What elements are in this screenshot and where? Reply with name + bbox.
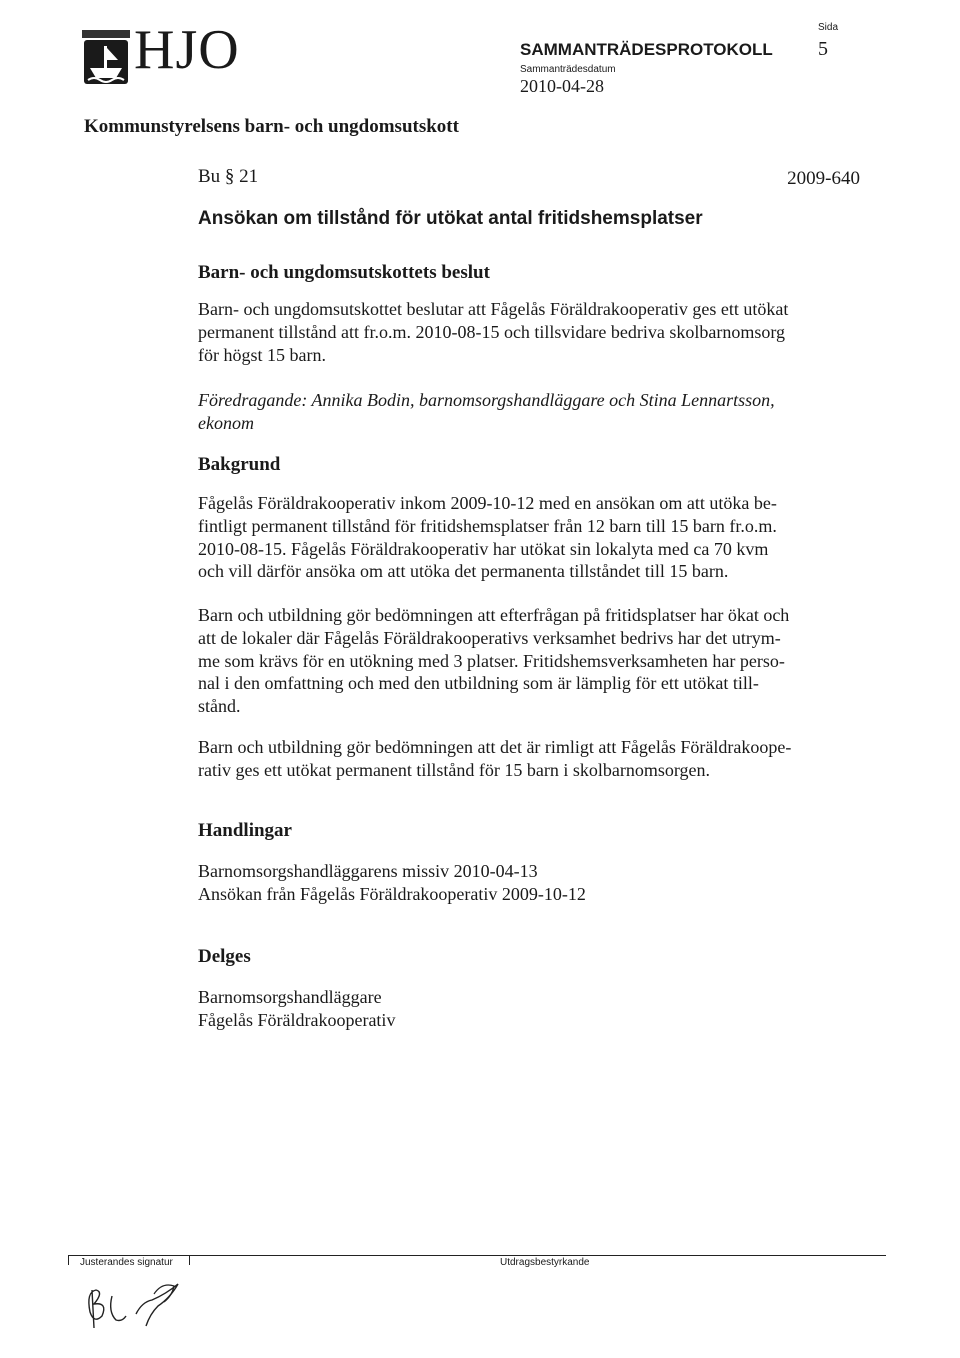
footer-divider (68, 1255, 886, 1256)
documents-list (198, 860, 848, 906)
text-line: stånd. (198, 696, 241, 717)
text-line: 2010-08-15. Fågelås Föräldrakooperativ har utökat sin lokalyta med ca 70 kvm (198, 538, 769, 559)
text-line: att de lokaler där Fågelås Föräldrakooperativs verksamhet bedrivs har det utrym- (198, 627, 781, 648)
recipients-heading: Delges (198, 946, 251, 967)
assessment-paragraph (198, 604, 848, 718)
presenters-note (198, 389, 848, 435)
committee-name: Kommunstyrelsens barn- och ungdomsutskott (84, 116, 459, 137)
recipients-list (198, 986, 848, 1032)
text-line: och vill därför ansöka om att utöka det permanenta tillståndet till 15 barn. (198, 561, 729, 582)
text-line: Barn och utbildning gör bedömningen att det är rimligt att Fågelås Föräldrakoope- (198, 737, 792, 757)
documents-heading: Handlingar (198, 820, 292, 841)
text-line: rativ ges ett utökat permanent tillstånd för 15 barn i skolbarnomsorgen. (198, 759, 711, 780)
background-heading: Bakgrund (198, 454, 281, 475)
handwritten-signature (82, 1272, 192, 1332)
text-line: nal i den omfattning och med den utbildning som är lämplig för ett utökat till- (198, 673, 759, 694)
logo-text: HJO (134, 19, 240, 81)
page-label: Sida (818, 22, 839, 33)
decision-line: permanent tillstånd att fr.o.m. 2010-08-15 och tillsvidare bedriva skolbarnomsorg (198, 321, 786, 342)
page-number: 5 (818, 38, 828, 60)
background-paragraph (198, 492, 848, 583)
list-item: Ansökan från Fågelås Föräldrakooperativ 2009-10-12 (198, 883, 586, 904)
decision-heading: Barn- och ungdomsutskottets beslut (198, 262, 490, 283)
conclusion-paragraph (198, 736, 848, 782)
text-line: Fågelås Föräldrakooperativ inkom 2009-10-12 med en ansökan om att utöka be- (198, 493, 777, 513)
list-item: Fågelås Föräldrakooperativ (198, 1009, 396, 1030)
decision-line: Barn- och ungdomsutskottet beslutar att Fågelås Föräldrakooperativ ges ett utökat (198, 299, 789, 319)
paragraph-reference: Bu § 21 (198, 166, 259, 187)
presenters-line: Föredragande: Annika Bodin, barnomsorgshandläggare och Stina Lennartsson, (198, 390, 775, 410)
text-line: Barn och utbildning gör bedömningen att efterfrågan på fritidsplatser har ökat och (198, 605, 790, 625)
case-number: 2009-640 (787, 168, 860, 189)
text-line: me som krävs för en utökning med 3 platser. Fritidshemsverksamheten har perso- (198, 650, 785, 671)
signature-label: Justerandes signatur (80, 1257, 173, 1268)
document-type-title: SAMMANTRÄDESPROTOKOLL (520, 40, 773, 59)
extract-certification-label: Utdragsbestyrkande (500, 1257, 590, 1268)
decision-text (198, 298, 848, 366)
meeting-date: 2010-04-28 (520, 76, 604, 96)
text-line: fintligt permanent tillstånd för fritidshemsplatser från 12 barn till 15 barn fr.o.m. (198, 515, 777, 536)
coat-of-arms-logo (80, 30, 132, 86)
meeting-date-label: Sammanträdesdatum (520, 64, 616, 75)
list-item: Barnomsorgshandläggare (198, 987, 382, 1007)
list-item: Barnomsorgshandläggarens missiv 2010-04-13 (198, 861, 538, 881)
decision-line: för högst 15 barn. (198, 344, 326, 365)
presenters-line: ekonom (198, 412, 254, 433)
item-heading: Ansökan om tillstånd för utökat antal fritidshemsplatser (198, 208, 703, 229)
